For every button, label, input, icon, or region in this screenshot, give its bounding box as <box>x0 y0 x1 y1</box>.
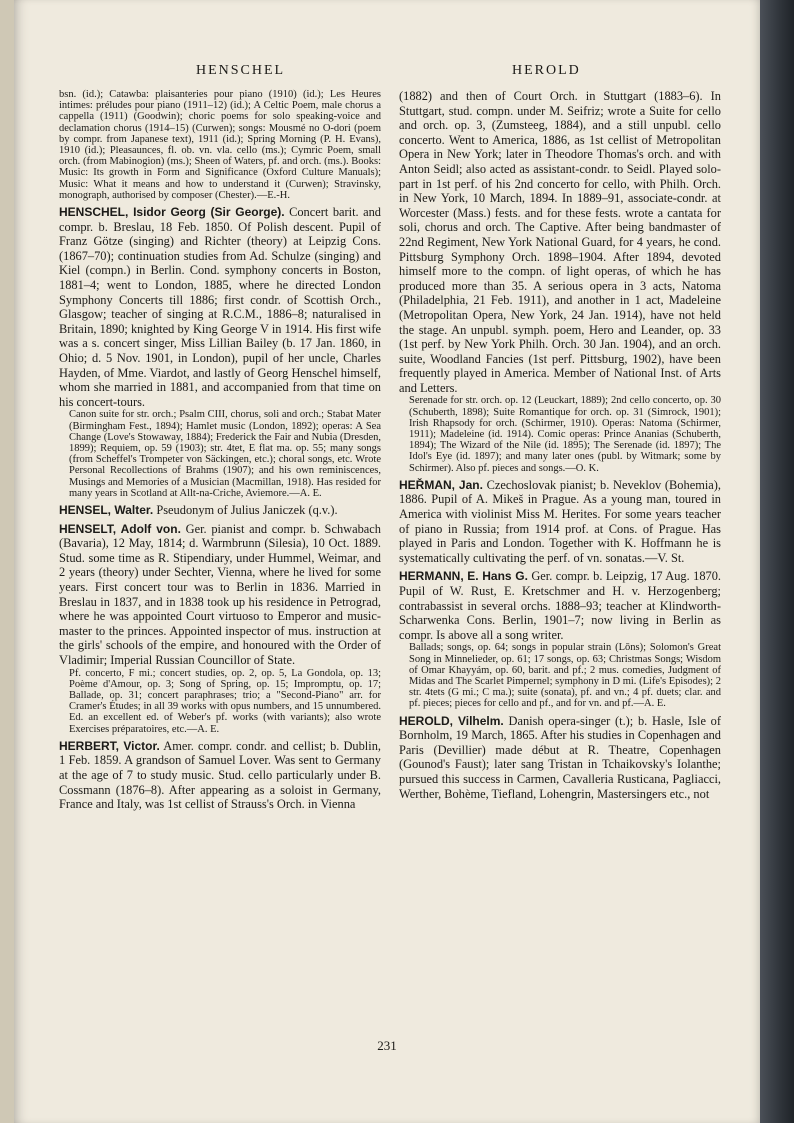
entry-text: Danish opera-singer (t.); b. Hasle, Isle of Bornholm, 19 March, 1865. After his studies in Copenhagen and Paris (Devillier) made début at R. Theatre, Copenhagen (Gounod's Faust); later sang Tristan in Tchaikovsky's Iolanthe; pursued this success in Carmen, Cavalleria Rusticana, Pagliacci, Werther, Bohème, Tiefland, Lohengrin, Mastersingers etc., not <box>399 713 721 801</box>
running-head-right: HEROLD <box>512 63 581 78</box>
dictionary-entry <box>59 503 381 518</box>
entry-headword: HEROLD, Vilhelm. <box>399 713 504 728</box>
dictionary-entry <box>59 522 381 668</box>
entry-headword: HENSELT, Adolf von. <box>59 521 181 536</box>
entry-text: Ger. compr. b. Leipzig, 17 Aug. 1870. Pupil of W. Rust, E. Kretschmer and H. v. Herzogenberg; contrabassist in several orchs. 1888–93; teacher at Klindworth-Scharwenka Cons. Berlin, 1901–7; now living in Berlin as compr. Is above all a song writer. <box>399 569 721 642</box>
works-list <box>399 395 721 473</box>
dictionary-entry <box>59 205 381 409</box>
dictionary-entry <box>399 478 721 566</box>
works-list-text: Pf. concerto, F mi.; concert studies, op. 2, op. 5, La Gondola, op. 13; Poème d'Amour, op. 3; Song of Spring, op. 15; Impromptu, op. 17; Ballade, op. 31; concert paraphrases; trio; a "Second-Piano" arr. for Cramer's Études; in all 39 works with opus numbers, and 15 unnumbered. Ed. an excellent ed. of Weber's pf. works (with variants); also wrote Exercises préparatoires, etc.—A. E. <box>69 667 381 735</box>
works-list <box>399 642 721 709</box>
book-page <box>14 0 760 1123</box>
works-list-text: Serenade for str. orch. op. 12 (Leuckart, 1889); 2nd cello concerto, op. 30 (Schuberth, 1898); Suite Romantique for orch. op. 31 (Simrock, 1901); Irish Rhapsody for orch. (Schirmer, 1910). Operas: Natoma (Schirmer, 1911); Madeleine (id. 1914). Comic operas: Prince Ananias (Schuberth, 1894); The Wizard of the Nile (id. 1895); The Serenade (id. 1897); The Idol's Eye (id. 1897); and many later ones (publ. by Witmark; some by Schirmer). Also pf. pieces and songs.—O. K. <box>409 395 721 474</box>
running-head <box>14 63 760 83</box>
entry-headword: HERBERT, Victor. <box>59 738 160 753</box>
works-list-text: bsn. (id.); Catawba: plaisanteries pour piano (1910) (id.); Les Heures intimes: préludes pour piano (1911–12) (id.); A Celtic Poem, male chorus a cappella (1911) (Goodwin); choric poems for solo speaking-voice and declamation chorus (1914–15) (Curwen); songs: Mousmé no O-dori (poem by compr. from Japanese text), 1911 (id.); Spring Morning (P. H. Evans), 1910 (id.); Pleasaunces, fl. ob. vn. vla. cello (ms.); Cymric Poem, small orch. (from Mabinogion) (ms.); Sheen of Waters, pf. and orch. (ms.). Books: Music: Its growth in Form and Significance (Oxford Culture Manuals); Music: What it means and how to understand it (Curwen); Stravinsky, monograph, authorised by composer (Chester).—E.-H. <box>59 89 381 201</box>
entry-headword: HEŘMAN, Jan. <box>399 477 483 492</box>
works-list <box>59 89 381 201</box>
entry-text: Pseudonym of Julius Janiczek (q.v.). <box>153 502 338 517</box>
entry-headword: HENSCHEL, Isidor Georg (Sir George). <box>59 205 285 220</box>
works-list <box>59 668 381 735</box>
dictionary-entry <box>399 89 721 395</box>
dictionary-entry <box>59 739 381 812</box>
entry-headword: HERMANN, E. Hans G. <box>399 569 528 584</box>
dictionary-entry <box>399 714 721 802</box>
entry-text: Ger. pianist and compr. b. Schwabach (Bavaria), 12 May, 1814; d. Warmbrunn (Silesia), 10 Oct. 1889. Stud. some time as R. Stipendiary, under Hummel, Weimar, and 2 years (theory) under Sechter, Vienna, where he lived for some years. First concert tour was to Berlin in 1836. Married in Breslau in 1837, and in 1838 took up his residence in Petrograd, where he was appointed Court virtuoso to Emperor and music-master to the princes. Appointed inspector of mus. instruction at the girls' schools of the empire, and honoured with the Order of Vladimir; Imperial Russian Councillor of State. <box>59 521 381 667</box>
scan-background-right <box>760 0 794 1123</box>
entry-text: (1882) and then of Court Orch. in Stuttgart (1883–6). In Stuttgart, stud. compn. under M. Seifriz; wrote a Suite for cello and orch. op. 3, (Zumsteeg, 1884), and a still unpubl. cello concerto. Went to America, 1886, as 1st cellist of Metropolitan Opera in New York; later in Theodore Thomas's orch. and with Anton Seidl; also acted as assistant-condr. to Seidl. Played solo-part in 1st perf. of his 2nd concerto for cello, with Philh. Orch. in New York, 10 March, 1894. In 1889–91, associate-condr. at Worcester (Mass.) fests. and for these fests. wrote a cantata for soli, chorus and orch. The Captive. After being bandmaster of 22nd Regiment, New York National Guard, for 4 years, he cond. Pittsburg Symphony Orch. 1898–1904. After 1894, devoted himself more to the compn. of light operas, of which he has produced more than 35. A serious opera in 3 acts, Natoma (Philadelphia, 21 Feb. 1911), and another in 1 act, Madeleine (Metropolitan Opera, New York, 24 Jan. 1914), have not held the stage. An unpubl. symph. poem, Hero and Leander, op. 33 (1st perf. by New York Philh. Orch. 30 Jan. 1904), and an orch. suite, Woodland Fancies (1st perf. Pittsburg, 1902), have been frequently played in America. Member of National Inst. of Arts and Letters. <box>399 89 721 395</box>
left-column <box>59 89 381 1033</box>
right-column <box>399 89 721 1033</box>
dictionary-entry <box>399 569 721 642</box>
running-head-left: HENSCHEL <box>196 63 286 78</box>
entry-text: Amer. compr. condr. and cellist; b. Dublin, 1 Feb. 1859. A grandson of Samuel Lover. Was sent to Germany at the age of 7 to study music. Stud. cello particularly under B. Cossmann (1876–8). After appearing as a soloist in Germany, France and Italy, was 1st cellist of Strauss's Orch. in Vienna <box>59 738 381 812</box>
works-list-text: Ballads; songs, op. 64; songs in popular strain (Lōns); Solomon's Great Song in Minnelieder, op. 61; 17 songs, op. 63; Christmas Songs; Wisdom of Omar Khayyám, op. 60, barit. and pf.; 2 mus. comedies, Judgment of Midas and The Scarlet Pimpernel; symphony in D mi. (Life's Episodes); 2 str. 4tets (G mi.; C ma.); suite (sonata), pf. and vn.; 4 pf. duets; clar. and pf. pieces; pieces for cello and pf., and for vn. and pf.—A. E. <box>409 642 721 710</box>
entry-text: Czechoslovak pianist; b. Neveklov (Bohemia), 1886. Pupil of A. Mikeš in Prague. As a young man, toured in America with violinist Miss M. Herites. For some years teacher of piano in Russia; from 1914 prof. at Cons. of Prague. Has played in Paris and London. Together with K. Hoffmann he is systematically cultivating the perf. of vn. sonatas.—V. St. <box>399 477 721 565</box>
entry-headword: HENSEL, Walter. <box>59 502 154 517</box>
works-list-text: Canon suite for str. orch.; Psalm CIII, chorus, soli and orch.; Stabat Mater (Birmingham Fest., 1894); Hamlet music (London, 1892); operas: A Sea Change (Love's Stowaway, 1884); Frederick the Fair and Nubia (Dresden, 1899); Requiem, op. 59 (1903); str. 4tet, E flat ma. op. 55; many songs (from Scheffel's Trompeter von Säckingen, etc.); choral songs, etc. Wrote Personal Recollections of Brahms (1907); and his own reminiscences, Musings and Memories of a Musician (Macmillan, 1918). Has resided for many years in Scotland at Allt-na-Criche, Aviemore.—A. E. <box>69 409 381 499</box>
entry-text: Concert barit. and compr. b. Breslau, 18 Feb. 1850. Of Polish descent. Pupil of Franz Götze (singing) and Richter (theory) at Leipzig Cons. (1867–70); continuation studies from Ad. Schulze (singing) and Kiel (compn.) in Berlin. Cond. symphony concerts in Boston, 1881–4; went to London, 1885, where he directed London Symphony Concerts till 1886; first condr. of Scottish Orch., Glasgow; teacher of singing at R.C.M., 1886–8; naturalised in Britain, 1890; knighted by King George V in 1914. His first wife was a s. concert singer, Miss Lillian Bailey (b. 17 Jan. 1860, in Ohio; d. 5 Nov. 1901, in London), pupil of her uncle, Charles Hayden, of Mme. Viardot, and lastly of Georg Henschel himself, whom she married in 1881, and accompanied from that time on his concert-tours. <box>59 205 381 409</box>
works-list <box>59 409 381 499</box>
scan-edge-left <box>0 0 14 1123</box>
page-number: 231 <box>377 1038 397 1053</box>
